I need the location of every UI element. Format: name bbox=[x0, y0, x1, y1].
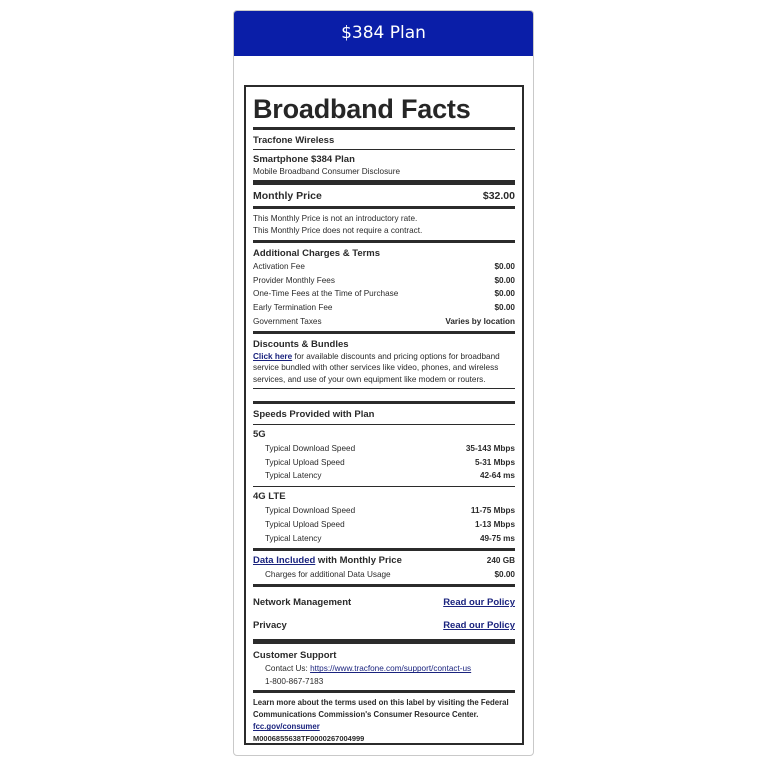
speed-group-name: 5G bbox=[253, 429, 266, 441]
charge-row: Provider Monthly Fees $0.00 bbox=[253, 275, 515, 285]
price-note-intro: This Monthly Price is not an introductory rate. bbox=[253, 214, 418, 223]
charge-row: Early Termination Fee $0.00 bbox=[253, 303, 515, 313]
data-included-row: Data Included with Monthly Price 240 GB bbox=[253, 555, 515, 567]
speed-row: Typical Upload Speed 5-31 Mbps bbox=[265, 457, 515, 467]
learn-more-text: Learn more about the terms used on this label by visiting the Federal Communications Commission's Consumer Resource Center. bbox=[253, 698, 509, 719]
broadband-facts-label bbox=[244, 85, 524, 745]
discounts-title: Discounts & Bundles bbox=[253, 338, 349, 350]
provider-name: Tracfone Wireless bbox=[253, 135, 335, 146]
discounts-link[interactable]: Click here bbox=[253, 351, 293, 361]
speed-row: Typical Latency 42-64 ms bbox=[265, 471, 515, 481]
privacy-row bbox=[253, 618, 515, 639]
charge-row: Government Taxes Varies by location bbox=[253, 316, 515, 326]
charge-row: One-Time Fees at the Time of Purchase $0.00 bbox=[253, 289, 515, 299]
data-charges-row: Charges for additional Data Usage $0.00 bbox=[265, 570, 515, 580]
speed-row: Typical Latency 49-75 ms bbox=[265, 533, 515, 543]
privacy-label: Privacy bbox=[253, 620, 287, 632]
network-management-row bbox=[253, 587, 515, 618]
support-phone: 1-800-867-7183 bbox=[265, 676, 324, 686]
speeds-title: Speeds Provided with Plan bbox=[253, 409, 375, 421]
monthly-price-row bbox=[253, 185, 515, 206]
data-included-link[interactable]: Data Included bbox=[253, 555, 316, 567]
plan-header: $384 Plan bbox=[234, 11, 533, 56]
label-title: Broadband Facts bbox=[253, 94, 471, 124]
network-management-label: Network Management bbox=[253, 597, 352, 609]
speed-group-name: 4G LTE bbox=[253, 491, 286, 503]
monthly-price-value: $32.00 bbox=[482, 190, 515, 202]
monthly-price-label: Monthly Price bbox=[253, 190, 322, 202]
customer-support-title: Customer Support bbox=[253, 650, 337, 662]
privacy-policy-link[interactable]: Read our Policy bbox=[443, 620, 515, 632]
discounts-text: Click here for available discounts and pricing options for broadband service bundled with other services like video, phones, and wireless services, and use of your own equipment like modem or routers. bbox=[253, 351, 500, 384]
speed-row: Typical Download Speed 11-75 Mbps bbox=[265, 506, 515, 516]
speed-row: Typical Upload Speed 1-13 Mbps bbox=[265, 519, 515, 529]
price-note-contract: This Monthly Price does not require a contract. bbox=[253, 226, 423, 235]
divider bbox=[253, 388, 515, 389]
label-id: M0006855638TF0000267004999 bbox=[253, 734, 365, 744]
network-policy-link[interactable]: Read our Policy bbox=[443, 597, 515, 609]
contact-line: Contact Us: https://www.tracfone.com/support/contact-us bbox=[265, 664, 472, 674]
additional-charges-title: Additional Charges & Terms bbox=[253, 248, 381, 259]
data-included-value: 240 GB bbox=[486, 556, 515, 566]
plan-card bbox=[233, 10, 534, 756]
contact-url-link[interactable]: https://www.tracfone.com/support/contact-us bbox=[310, 664, 472, 674]
fcc-consumer-link[interactable]: fcc.gov/consumer bbox=[253, 722, 320, 732]
charge-row: Activation Fee $0.00 bbox=[253, 262, 515, 271]
speed-row: Typical Download Speed 35-143 Mbps bbox=[265, 444, 515, 454]
plan-name: Smartphone $384 Plan bbox=[253, 154, 355, 165]
disclosure-text: Mobile Broadband Consumer Disclosure bbox=[253, 167, 400, 176]
